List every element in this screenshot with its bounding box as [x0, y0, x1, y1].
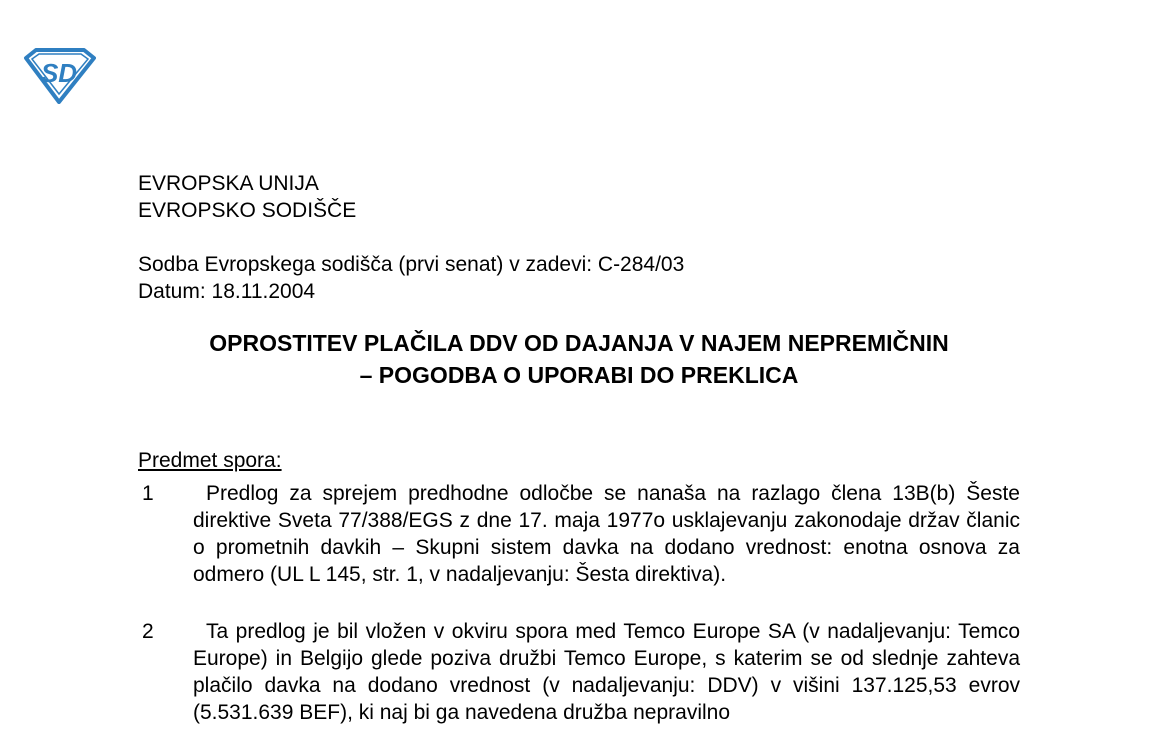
sd-logo-icon [22, 48, 96, 104]
paragraph [138, 618, 1020, 726]
case-info [138, 251, 1020, 305]
header-court: EVROPSKO SODIŠČE [138, 199, 357, 222]
title-line-2: – POGODBA O UPORABI DO PREKLICA [359, 362, 799, 388]
paragraph-text: Predlog za sprejem predhodne odločbe se nanaša na razlago člena 13B(b) Šeste direktive Sveta 77/388/EGS z dne 17. maja 1977o usklajevanju zakonodaje držav članic o prometnih davkih – Skupni sistem davka na dodano vrednost: enotna osnova za odmero (UL L 145, str. 1, v nadaljevanju: Šesta direktiva). [193, 482, 1020, 586]
case-reference: Sodba Evropskega sodišča (prvi senat) v zadevi: C-284/03 [138, 253, 685, 276]
court-header [138, 170, 1020, 224]
header-union: EVROPSKA UNIJA [138, 172, 319, 195]
paragraph-text: Ta predlog je bil vložen v okviru spora med Temco Europe SA (v nadaljevanju: Temco Europe) in Belgijo glede poziva družbi Temco Europe, s katerim se od slednje zahteva plačilo davka na dodano vrednost (v nadaljevanju: DDV) v višini 137.125,53 evrov (5.531.639 BEF), ki naj bi ga navedena družba nepravilno [193, 620, 1020, 724]
document-title [138, 327, 1020, 391]
document-body [138, 170, 1020, 726]
section-heading: Predmet spora: [138, 449, 282, 472]
title-line-1: OPROSTITEV PLAČILA DDV OD DAJANJA V NAJEM NEPREMIČNIN [209, 330, 949, 356]
paragraph [138, 480, 1020, 588]
paragraph-number: 2 [142, 620, 154, 643]
logo-lettering: SD [40, 58, 78, 88]
case-date: Datum: 18.11.2004 [138, 280, 316, 303]
paragraph-number: 1 [142, 482, 154, 505]
